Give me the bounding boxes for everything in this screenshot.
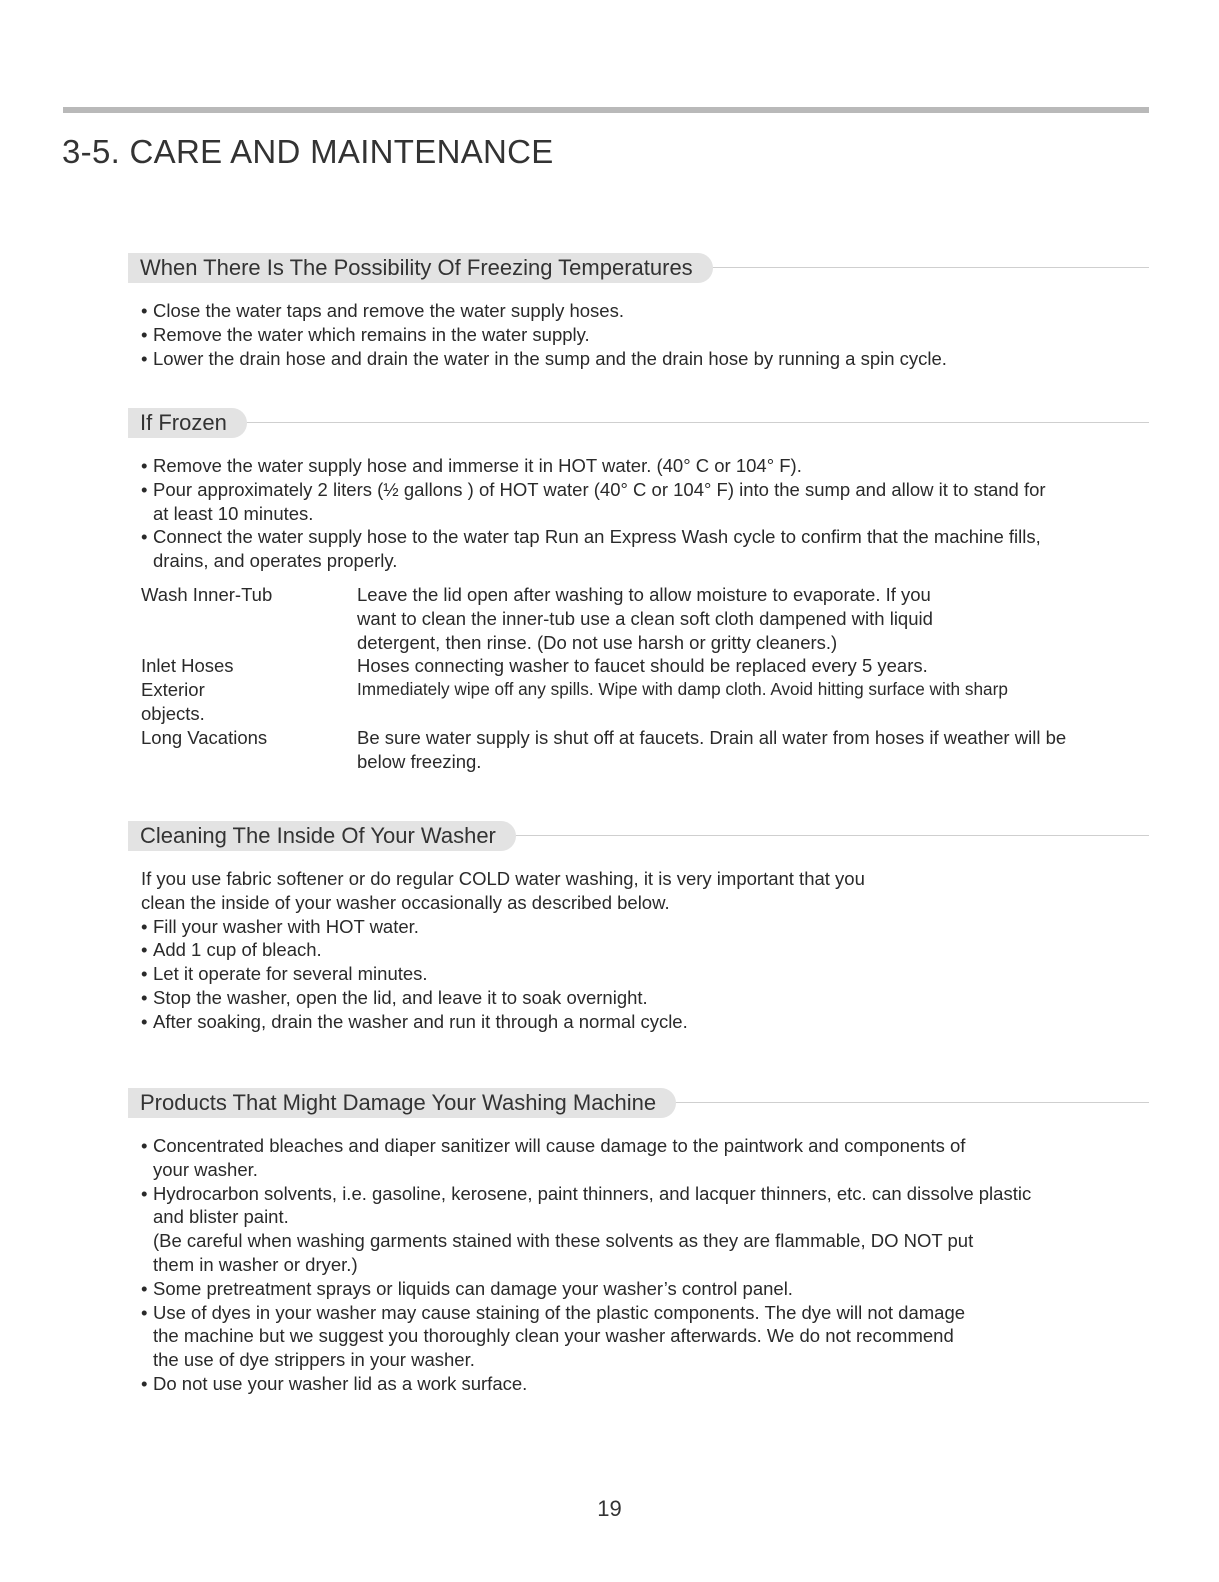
care-table bbox=[141, 583, 1181, 773]
list-item: • Let it operate for several minutes. bbox=[141, 963, 428, 985]
list-item: • Fill your washer with HOT water. bbox=[141, 915, 419, 937]
paragraph: If you use fabric softener or do regular COLD water washing, it is very important that you bbox=[141, 868, 865, 889]
list-item: • Lower the drain hose and drain the water in the sump and the drain hose by running a spin cycle. bbox=[141, 347, 947, 369]
section-heading-products bbox=[128, 1088, 1149, 1118]
frozen-list bbox=[141, 454, 1046, 573]
products-list bbox=[141, 1134, 1031, 1396]
section-title: If Frozen bbox=[128, 408, 247, 438]
care-label: Wash Inner-Tub bbox=[141, 584, 273, 605]
list-item: • Connect the water supply hose to the water tap Run an Express Wash cycle to confirm that the machine fills, drains, and operates properly. bbox=[141, 526, 1041, 572]
page-number: 19 bbox=[597, 1496, 622, 1521]
section-title: Cleaning The Inside Of Your Washer bbox=[128, 821, 516, 851]
section-title: Products That Might Damage Your Washing Machine bbox=[128, 1088, 676, 1118]
care-row bbox=[141, 678, 1181, 702]
care-label: Exterior bbox=[141, 679, 205, 701]
paragraph: clean the inside of your washer occasionally as described below. bbox=[141, 891, 670, 913]
care-row bbox=[141, 654, 1181, 678]
list-item: • Close the water taps and remove the water supply hoses. bbox=[141, 300, 624, 321]
freezing-list bbox=[141, 299, 947, 370]
section-heading-frozen bbox=[128, 408, 1149, 438]
cleaning-content bbox=[141, 867, 865, 1034]
list-item: • Concentrated bleaches and diaper sanitizer will cause damage to the paintwork and components of your washer. bbox=[141, 1135, 966, 1180]
care-continuation: objects. bbox=[141, 702, 205, 724]
list-item: • After soaking, drain the washer and run it through a normal cycle. bbox=[141, 1010, 688, 1032]
care-description: Leave the lid open after washing to allow moisture to evaporate. If you want to clean the inner-tub use a clean soft cloth dampened with liquid detergent, then rinse. (Do not use harsh or gritty cleaners.) bbox=[357, 584, 933, 653]
page-title: 3-5. CARE AND MAINTENANCE bbox=[62, 133, 554, 170]
divider bbox=[128, 422, 1149, 423]
care-description: Hoses connecting washer to faucet should be replaced every 5 years. bbox=[357, 655, 928, 677]
list-item: • Do not use your washer lid as a work surface. bbox=[141, 1372, 528, 1394]
section-heading-freezing bbox=[128, 253, 1149, 283]
care-row bbox=[141, 726, 1181, 774]
care-label: Long Vacations bbox=[141, 726, 268, 748]
care-label: Inlet Hoses bbox=[141, 655, 234, 677]
list-item: • Remove the water which remains in the water supply. bbox=[141, 323, 590, 345]
list-item: • Add 1 cup of bleach. bbox=[141, 939, 322, 961]
list-item: • Remove the water supply hose and immerse it in HOT water. (40° C or 104° F). bbox=[141, 455, 802, 476]
list-item: • Use of dyes in your washer may cause staining of the plastic components. The dye will not damage the machine but we suggest you thoroughly clean your washer afterwards. We do not recommend the use of dye strippers in your washer. bbox=[141, 1301, 966, 1371]
list-item: • Stop the washer, open the lid, and leave it to soak overnight. bbox=[141, 986, 648, 1008]
section-heading-cleaning bbox=[128, 821, 1149, 851]
care-row bbox=[141, 583, 1181, 654]
section-title: When There Is The Possibility Of Freezing Temperatures bbox=[128, 253, 713, 283]
list-item: • Some pretreatment sprays or liquids can damage your washer’s control panel. bbox=[141, 1277, 793, 1299]
care-description: Be sure water supply is shut off at faucets. Drain all water from hoses if weather will be below freezing. bbox=[357, 726, 1067, 772]
list-item: • Pour approximately 2 liters (½ gallons ) of HOT water (40° C or 104° F) into the sump and allow it to stand for at least 10 minutes. bbox=[141, 478, 1046, 524]
top-rule bbox=[63, 107, 1149, 113]
list-item: • Hydrocarbon solvents, i.e. gasoline, kerosene, paint thinners, and lacquer thinners, etc. can dissolve plastic and blister paint. (Be careful when washing garments stained with these solvents as they are flammable, DO NOT put them in washer or dryer.) bbox=[141, 1182, 1032, 1275]
care-description: Immediately wipe off any spills. Wipe with damp cloth. Avoid hitting surface with sharp bbox=[357, 679, 1008, 700]
